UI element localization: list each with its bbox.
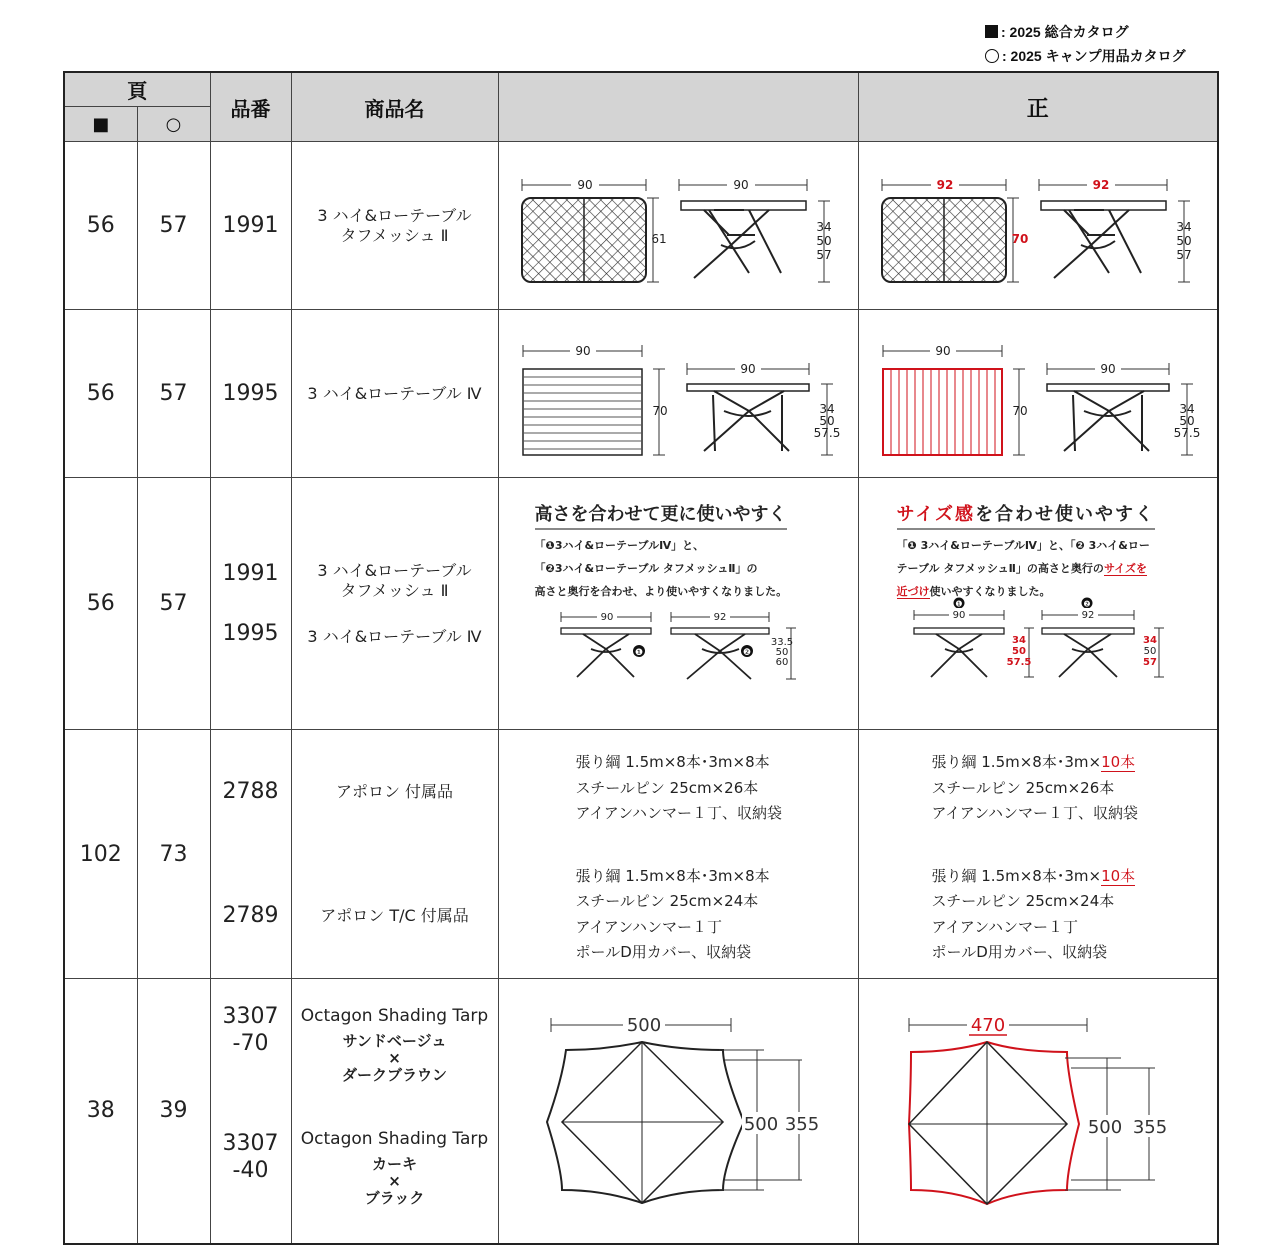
svg-text:50: 50 [818,413,835,428]
wrong-diagram [498,979,858,1244]
table-dimension-diagram [499,311,857,477]
product-name: Octagon Shading Tarp サンドベージュ × ダークブラウン Octagon Shading Tarp カーキ × ブラック [291,979,498,1244]
legend-camp: : 2025 キャンプ用品カタログ [985,44,1186,68]
square-symbol-icon [985,25,998,38]
svg-text:34: 34 [1178,401,1195,416]
wrong-diagram [498,310,858,478]
tarp-dimension-diagram [859,980,1217,1242]
svg-text:57.5: 57.5 [1006,657,1031,668]
svg-text:34: 34 [818,401,835,416]
svg-text:92: 92 [936,177,953,192]
svg-text:70: 70 [651,403,668,418]
table-row [64,478,1218,730]
svg-text:50: 50 [1175,233,1192,248]
header-page: 頁 [64,72,210,107]
table-dimension-diagram [499,143,857,309]
svg-text:50: 50 [1178,413,1195,428]
svg-text:33.5: 33.5 [770,637,793,648]
svg-text:50: 50 [815,233,832,248]
svg-text:57: 57 [815,247,832,262]
product-no: 1995 [210,310,291,478]
header-circle: ○ [137,107,210,142]
correct-diagram [858,478,1218,730]
header-wrong [498,72,858,142]
product-name: 3 ハイ&ローテーブル タフメッシュ Ⅱ 3 ハイ&ローテーブル Ⅳ [291,478,498,730]
page-camp: 39 [137,979,210,1244]
svg-text:90: 90 [952,610,965,621]
wrong-diagram [498,478,858,730]
svg-text:57.5: 57.5 [813,425,840,440]
page-general: 102 [64,730,137,979]
svg-text:50: 50 [1143,646,1156,657]
svg-text:355: 355 [784,1113,819,1135]
svg-text:34: 34 [1011,635,1026,646]
page-camp: 57 [137,142,210,310]
table-height-diagram [859,595,1217,695]
svg-text:355: 355 [1132,1116,1167,1138]
catalog-legend [985,20,1186,68]
page-general: 56 [64,478,137,730]
svg-text:57.5: 57.5 [1173,425,1200,440]
table-dimension-diagram [859,143,1217,309]
diagram-title: 高さを合わせて更に使いやすく [535,504,787,530]
tarp-dimension-diagram [499,980,857,1242]
svg-text:90: 90 [576,177,593,192]
svg-text:92: 92 [713,612,726,623]
svg-text:34: 34 [1142,635,1157,646]
page-camp: 57 [137,310,210,478]
page-general: 56 [64,310,137,478]
header-product-no: 品番 [210,72,291,142]
product-no: 2788 2789 [210,730,291,979]
circle-symbol-icon [985,49,999,63]
header-row [64,72,1218,107]
diagram-description: 「❶ 3ハイ&ローテーブルⅣ」と、「❷ 3ハイ&ロー テーブル タフメッシュⅡ」の高さと奥行のサイズを 近づけ使いやすくなりました。 [896,539,1150,598]
product-no: 1991 [210,142,291,310]
svg-text:92: 92 [1092,177,1109,192]
product-no: 1991 1995 [210,478,291,730]
correct-diagram [858,979,1218,1244]
correct-diagram [858,142,1218,310]
header-square: ■ [64,107,137,142]
svg-text:70: 70 [1011,403,1028,418]
product-name: 3 ハイ&ローテーブル タフメッシュ Ⅱ [291,142,498,310]
header-correct: 正 [858,72,1218,142]
svg-text:500: 500 [1087,1116,1122,1138]
table-row [64,310,1218,478]
svg-text:34: 34 [815,219,832,234]
correct-diagram [858,310,1218,478]
svg-text:90: 90 [574,343,591,358]
wrong-accessories: 張り綱 1.5m×8本･3m×8本 スチールピン 25cm×26本 アイアンハンマー１丁、収納袋 張り綱 1.5m×8本･3m×8本 スチールピン 25cm×24本 アイアンハンマー１丁 ポールD用カバー、収納袋 [498,730,858,979]
svg-text:500: 500 [626,1014,661,1036]
table-row [64,979,1218,1244]
svg-text:61: 61 [650,231,667,246]
table-row [64,142,1218,310]
svg-text:90: 90 [739,361,756,376]
svg-text:❶: ❶ [634,648,643,658]
svg-text:❷: ❷ [742,648,751,658]
table-dimension-diagram [859,311,1217,477]
svg-text:90: 90 [600,612,613,623]
page-camp: 57 [137,478,210,730]
svg-text:60: 60 [775,657,788,668]
svg-text:50: 50 [775,647,788,658]
svg-text:50: 50 [1011,646,1026,657]
table-height-diagram [499,605,857,705]
diagram-description: 「❶3ハイ&ローテーブルⅣ」と、 「❷3ハイ&ローテーブル タフメッシュⅡ」の 高さと奥行を合わせ、より使いやすくなりました。 [534,539,788,598]
product-name: アポロン 付属品 アポロン T/C 付属品 [291,730,498,979]
svg-text:70: 70 [1011,231,1028,246]
page-general: 38 [64,979,137,1244]
svg-text:34: 34 [1175,219,1192,234]
svg-text:57: 57 [1175,247,1192,262]
product-no: 3307 -70 3307 -40 [210,979,291,1244]
svg-text:❶: ❶ [954,599,963,609]
svg-text:470: 470 [970,1014,1005,1036]
correct-accessories: 張り綱 1.5m×8本･3m×10本 スチールピン 25cm×26本 アイアンハンマー１丁、収納袋 張り綱 1.5m×8本･3m×10本 スチールピン 25cm×24本 アイアンハンマー１丁 ポールD用カバー、収納袋 [858,730,1218,979]
svg-text:500: 500 [743,1113,778,1135]
svg-text:90: 90 [934,343,951,358]
page-general: 56 [64,142,137,310]
svg-text:90: 90 [1099,361,1116,376]
svg-text:❷: ❷ [1082,599,1091,609]
diagram-title: サイズ感を合わせ使いやすく [897,504,1156,530]
legend-general: : 2025 総合カタログ [985,20,1186,44]
table-row [64,730,1218,979]
svg-text:90: 90 [732,177,749,192]
svg-text:92: 92 [1081,610,1094,621]
wrong-diagram [498,142,858,310]
svg-text:57: 57 [1142,657,1157,668]
errata-table [63,71,1219,1245]
page-camp: 73 [137,730,210,979]
product-name: 3 ハイ&ローテーブル Ⅳ [291,310,498,478]
header-product-name: 商品名 [291,72,498,142]
